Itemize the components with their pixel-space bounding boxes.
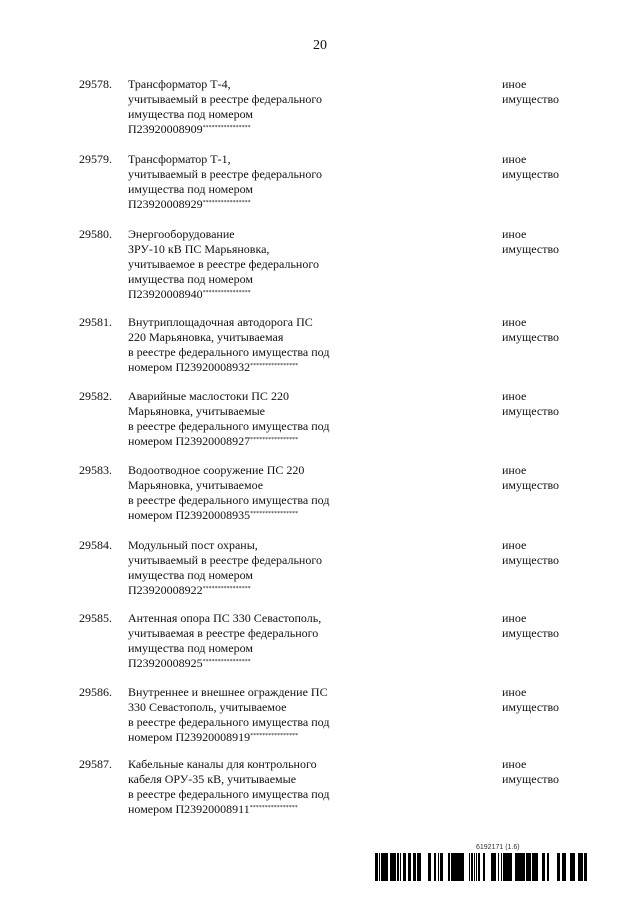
barcode-bar (440, 853, 442, 881)
asterisk-marks: **************** (250, 511, 299, 517)
entry-number: 29579. (79, 152, 112, 166)
description-line: имущества под номером (128, 641, 253, 655)
barcode-bar (573, 853, 574, 881)
barcode-bar (415, 853, 416, 881)
barcode-bar (574, 853, 575, 881)
property-category (502, 152, 559, 182)
registry-number: П23920008909 (128, 122, 203, 136)
property-category (502, 611, 559, 641)
category-line: иное (502, 463, 527, 477)
barcode-bar (390, 853, 391, 881)
property-category (502, 757, 559, 787)
barcode-bar (507, 853, 508, 881)
asterisk-marks: **************** (250, 437, 299, 443)
registry-number: П23920008925 (128, 656, 203, 670)
entry-description (128, 757, 368, 817)
entry-description (128, 685, 368, 745)
barcode-bar (377, 853, 378, 881)
asterisk-marks: **************** (202, 586, 251, 592)
barcode-bar (430, 853, 431, 881)
barcode-bar (478, 853, 480, 881)
barcode-bar (471, 853, 472, 881)
category-line: имущество (502, 478, 560, 492)
barcode-bar (398, 853, 399, 881)
description-line: 330 Севастополь, учитываемое (128, 700, 287, 714)
category-line: имущество (502, 167, 560, 181)
barcode-bar (509, 853, 511, 881)
barcode-bar (582, 853, 583, 881)
barcode-bar (413, 853, 415, 881)
barcode-bar (518, 853, 519, 881)
registry-number: номером П23920008927 (128, 434, 251, 448)
barcode-bar (474, 853, 475, 881)
property-category (502, 77, 559, 107)
barcode-bar (529, 853, 530, 881)
barcode-bar (559, 853, 560, 881)
barcode-bar (523, 853, 524, 881)
property-category (502, 463, 559, 493)
barcode-bar (442, 853, 443, 881)
asterisk-marks: **************** (202, 125, 251, 131)
barcode-bar (548, 853, 549, 881)
entry-description (128, 389, 368, 449)
barcode-bar (536, 853, 538, 881)
description-line: в реестре федерального имущества под (128, 493, 330, 507)
description-line: Кабельные каналы для контрольного (128, 757, 317, 771)
description-line: в реестре федерального имущества под (128, 787, 330, 801)
entry-description (128, 152, 368, 212)
barcode-bar (375, 853, 376, 881)
category-line: иное (502, 611, 527, 625)
registry-number-line (128, 434, 368, 449)
description-line: Трансформатор Т-4, (128, 77, 231, 91)
barcode-bar (410, 853, 411, 881)
barcode-bar (462, 853, 463, 881)
entry-number: 29584. (79, 538, 112, 552)
category-line: иное (502, 538, 527, 552)
entry-description (128, 611, 368, 671)
barcode-bar (586, 853, 587, 881)
barcode-image (375, 853, 587, 881)
barcode-bar (387, 853, 388, 881)
property-category (502, 538, 559, 568)
description-line: учитываемый в реестре федерального (128, 553, 322, 567)
category-line: иное (502, 389, 527, 403)
barcode-bar (515, 853, 516, 881)
description-line: Водоотводное сооружение ПС 220 (128, 463, 305, 477)
description-line: кабеля ОРУ-35 кВ, учитываемые (128, 772, 297, 786)
barcode-bar (530, 853, 531, 881)
category-line: имущество (502, 553, 560, 567)
category-line: иное (502, 315, 527, 329)
asterisk-marks: **************** (202, 290, 251, 296)
registry-number-line (128, 360, 368, 375)
barcode-bar (544, 853, 545, 881)
entry-description (128, 227, 368, 302)
barcode-bar (505, 853, 507, 881)
description-line: 220 Марьяновка, учитываемая (128, 330, 284, 344)
description-line: в реестре федерального имущества под (128, 715, 330, 729)
barcode-bar (521, 853, 522, 881)
barcode-bar (454, 853, 455, 881)
page-number: 20 (313, 38, 327, 53)
barcode-bar (472, 853, 473, 881)
barcode-bar (580, 853, 581, 881)
barcode-bar (386, 853, 387, 881)
category-line: иное (502, 757, 527, 771)
barcode-bar (438, 853, 439, 881)
barcode-bar (391, 853, 393, 881)
description-line: ЗРУ-10 кВ ПС Марьяновка, (128, 242, 270, 256)
description-line: Внутреннее и внешнее ограждение ПС (128, 685, 328, 699)
barcode-bar (434, 853, 435, 881)
asterisk-marks: **************** (249, 805, 298, 811)
barcode-bar (563, 853, 565, 881)
barcode-bar (584, 853, 585, 881)
category-line: имущество (502, 626, 560, 640)
barcode-bar (494, 853, 496, 881)
category-line: иное (502, 685, 527, 699)
barcode-bar (404, 853, 406, 881)
barcode-bar (483, 853, 485, 881)
barcode-bar (417, 853, 418, 881)
registry-number-line (128, 802, 368, 817)
barcode-bar (508, 853, 509, 881)
category-line: имущество (502, 772, 560, 786)
description-line: учитываемая в реестре федерального (128, 626, 319, 640)
barcode-bar (393, 853, 394, 881)
barcode-bar (379, 853, 380, 881)
category-line: иное (502, 227, 527, 241)
description-line: Трансформатор Т-1, (128, 152, 231, 166)
registry-number-line (128, 287, 368, 302)
barcode-bar (503, 853, 505, 881)
barcode-bar (383, 853, 384, 881)
barcode-bar (501, 853, 502, 881)
barcode-bar (491, 853, 492, 881)
barcode-bar (376, 853, 377, 881)
description-line: в реестре федерального имущества под (128, 419, 330, 433)
barcode-bar (469, 853, 470, 881)
barcode-bar (527, 853, 529, 881)
barcode-bar (448, 853, 449, 881)
entry-description (128, 538, 368, 598)
entry-description (128, 463, 368, 523)
entry-number: 29582. (79, 389, 112, 403)
description-line: Аварийные маслостоки ПС 220 (128, 389, 289, 403)
description-line: в реестре федерального имущества под (128, 345, 330, 359)
barcode-bar (492, 853, 494, 881)
description-line: учитываемый в реестре федерального (128, 92, 322, 106)
barcode-bar (453, 853, 454, 881)
barcode-bar (526, 853, 527, 881)
barcode-bar (570, 853, 571, 881)
barcode-bar (463, 853, 464, 881)
barcode-bar (547, 853, 548, 881)
barcode-bar (460, 853, 462, 881)
category-line: имущество (502, 242, 560, 256)
registry-number-line (128, 583, 368, 598)
barcode-bar (534, 853, 535, 881)
barcode-bar (498, 853, 499, 881)
category-line: имущество (502, 92, 560, 106)
registry-number: номером П23920008919 (128, 730, 251, 744)
asterisk-marks: **************** (250, 733, 299, 739)
barcode-bar (522, 853, 523, 881)
registry-number-line (128, 197, 368, 212)
barcode-bar (456, 853, 457, 881)
barcode-bar (435, 853, 436, 881)
registry-number-line (128, 656, 368, 671)
property-category (502, 227, 559, 257)
barcode-bar (451, 853, 453, 881)
barcode-bar (565, 853, 566, 881)
description-line: Энергооборудование (128, 227, 235, 241)
registry-number: П23920008922 (128, 583, 203, 597)
barcode-bar (524, 853, 525, 881)
barcode-bar (428, 853, 429, 881)
barcode-bar (581, 853, 582, 881)
description-line: имущества под номером (128, 568, 253, 582)
entry-number: 29585. (79, 611, 112, 625)
barcode-bar (409, 853, 410, 881)
registry-number: П23920008940 (128, 287, 203, 301)
barcode-bar (519, 853, 521, 881)
description-line: имущества под номером (128, 107, 253, 121)
description-line: Марьяновка, учитываемое (128, 478, 264, 492)
barcode-bar (516, 853, 518, 881)
barcode-bar (535, 853, 536, 881)
barcode-bar (384, 853, 386, 881)
property-category (502, 315, 559, 345)
registry-number-line (128, 730, 368, 745)
description-line: Внутриплощадочная автодорога ПС (128, 315, 313, 329)
property-category (502, 389, 559, 419)
barcode-bar (557, 853, 558, 881)
entry-number: 29586. (79, 685, 112, 699)
description-line: учитываемое в реестре федерального (128, 257, 319, 271)
barcode-bar (381, 853, 383, 881)
entry-description (128, 315, 368, 375)
barcode-bar (459, 853, 460, 881)
asterisk-marks: **************** (202, 659, 251, 665)
description-line: имущества под номером (128, 182, 253, 196)
barcode-bar (579, 853, 580, 881)
description-line: Модульный пост охраны, (128, 538, 258, 552)
barcode-bar (397, 853, 398, 881)
category-line: иное (502, 77, 527, 91)
asterisk-marks: **************** (202, 200, 251, 206)
entry-number: 29583. (79, 463, 112, 477)
property-category (502, 685, 559, 715)
barcode-bar (403, 853, 404, 881)
document-code: 6192171 (1.6) (476, 844, 520, 851)
barcode-bar (400, 853, 401, 881)
barcode-bar (585, 853, 586, 881)
registry-number-line (128, 122, 368, 137)
description-line: учитываемый в реестре федерального (128, 167, 322, 181)
entry-description (128, 77, 368, 137)
description-line: Марьяновка, учитываемые (128, 404, 265, 418)
registry-number: номером П23920008935 (128, 508, 251, 522)
category-line: иное (502, 152, 527, 166)
barcode-bar (419, 853, 421, 881)
barcode-bar (562, 853, 563, 881)
registry-number: номером П23920008911 (128, 802, 250, 816)
entry-number: 29581. (79, 315, 112, 329)
barcode-bar (511, 853, 512, 881)
asterisk-marks: **************** (250, 363, 299, 369)
entry-number: 29580. (79, 227, 112, 241)
entry-number: 29578. (79, 77, 112, 91)
barcode-bar (457, 853, 459, 881)
entry-number: 29587. (79, 757, 112, 771)
category-line: имущество (502, 330, 560, 344)
barcode-bar (558, 853, 559, 881)
barcode-bar (449, 853, 450, 881)
barcode-bar (571, 853, 573, 881)
registry-number-line (128, 508, 368, 523)
barcode-bar (408, 853, 409, 881)
barcode-bar (542, 853, 544, 881)
registry-number: П23920008929 (128, 197, 203, 211)
barcode-bar (532, 853, 534, 881)
barcode-bar (455, 853, 456, 881)
barcode-bar (429, 853, 430, 881)
description-line: имущества под номером (128, 272, 253, 286)
registry-number: номером П23920008932 (128, 360, 251, 374)
description-line: Антенная опора ПС 330 Севастополь, (128, 611, 322, 625)
barcode-bar (418, 853, 419, 881)
barcode-bar (476, 853, 477, 881)
category-line: имущество (502, 700, 560, 714)
category-line: имущество (502, 404, 560, 418)
barcode-bar (578, 853, 579, 881)
barcode-bar (394, 853, 396, 881)
